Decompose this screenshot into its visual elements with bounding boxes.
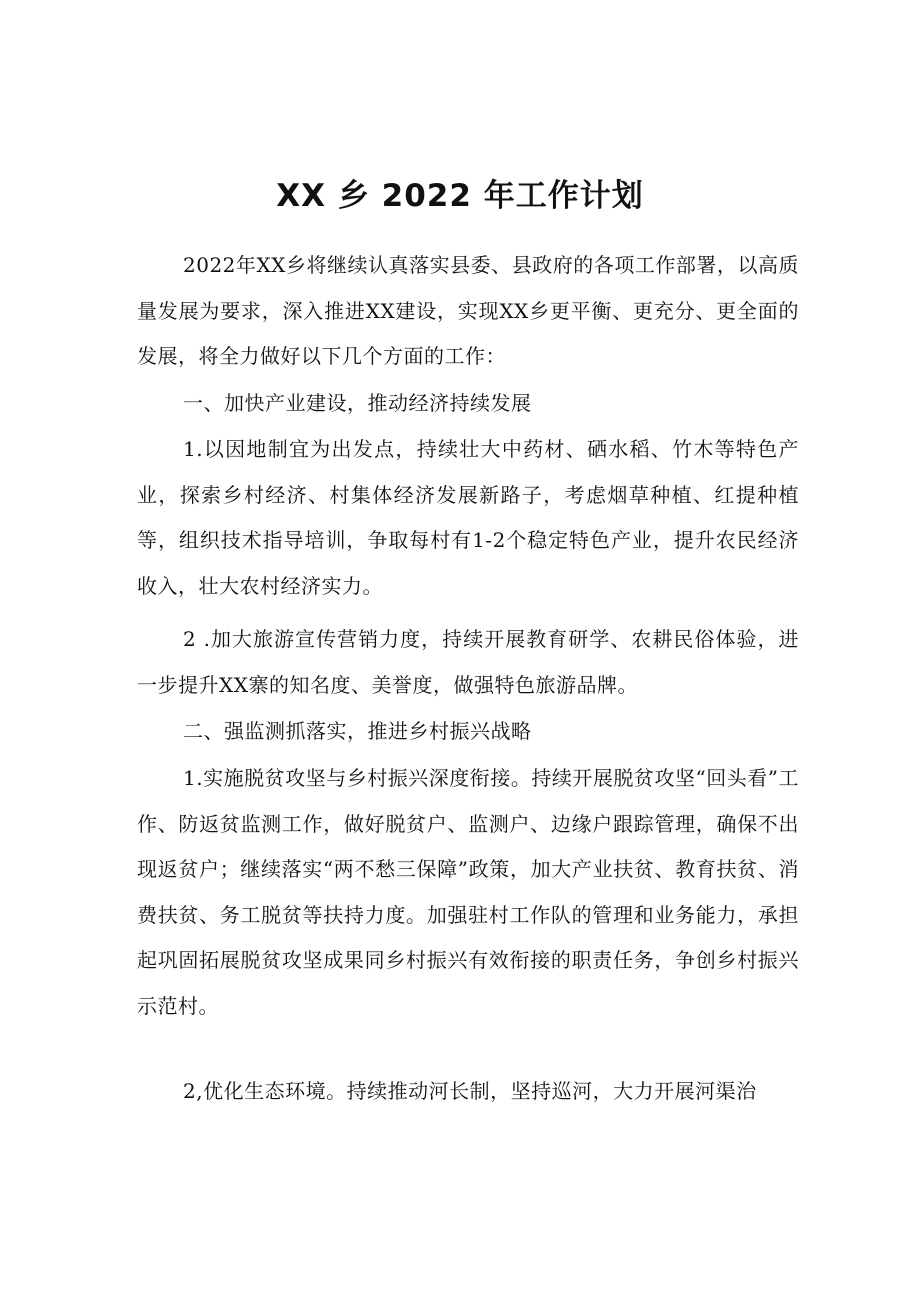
paragraph-2-1: 1.实施脱贫攻坚与乡村振兴深度衔接。持续开展脱贫攻坚“回头看”工作、防返贫监测工作，做好脱贫户、监测户、边缘户跟踪管理，确保不出现返贫户；继续落实“两不愁三保障”政策，加大产业扶贫、教育扶贫、消费扶贫、务工脱贫等扶持力度。加强驻村工作队的管理和业务能力，承担起巩固拓展脱贫攻坚成果同乡村振兴有效衔接的职责任务，争创乡村振兴示范村。	[137, 766, 799, 1018]
intro-paragraph: 2022年XX乡将继续认真落实县委、县政府的各项工作部署，以高质量发展为要求，深入推进XX建设，实现XX乡更平衡、更充分、更全面的发展，将全力做好以下几个方面的工作：	[137, 253, 799, 368]
section-heading-1: 一、加快产业建设，推动经济持续发展	[183, 391, 532, 415]
paragraph-2-2: 2,优化生态环境。持续推动河长制，坚持巡河，大力开展河渠治	[183, 1079, 757, 1103]
paragraph-1-2: 2 .加大旅游宣传营销力度，持续开展教育研学、农耕民俗体验，进一步提升XX寨的知名度、美誉度，做强特色旅游品牌。	[137, 627, 799, 697]
document-title: XX 乡 2022 年工作计划	[276, 178, 644, 214]
paragraph-1-1: 1.以因地制宜为出发点，持续壮大中药材、硒水稻、竹木等特色产业，探索乡村经济、村集体经济发展新路子，考虑烟草种植、红提种植等，组织技术指导培训，争取每村有1-2个稳定特色产业，提升农民经济收入，壮大农村经济实力。	[137, 437, 799, 598]
section-heading-2: 二、强监测抓落实，推进乡村振兴战略	[183, 719, 532, 743]
